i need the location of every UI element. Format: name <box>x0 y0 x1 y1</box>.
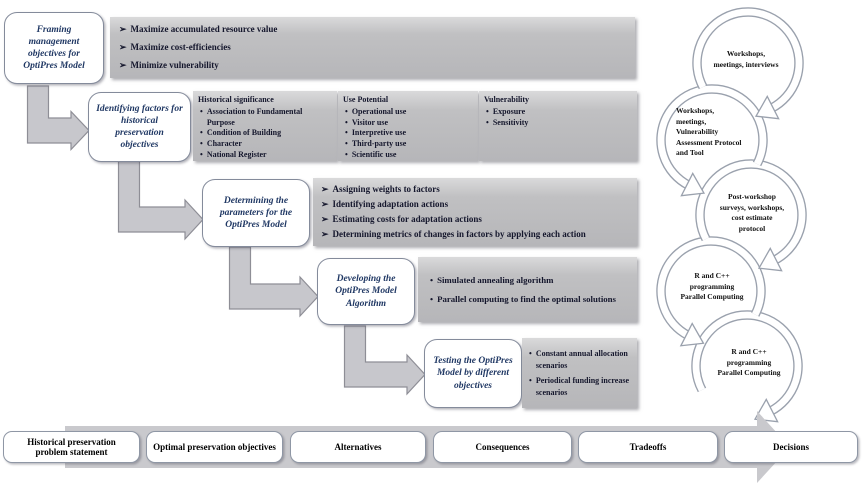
cycle-label-4 <box>664 271 760 303</box>
factor-text: Interpretive use <box>351 128 407 138</box>
factor-text: Exposure <box>492 106 526 116</box>
dot-bullet-icon: • <box>430 293 434 304</box>
factor-item <box>200 107 332 129</box>
cycle-label-line: surveys, workshops, <box>719 202 785 212</box>
factor-text: National Register <box>206 149 267 159</box>
arrow-bullet-icon: ➢ <box>321 199 329 210</box>
cycle-label-line: and Tool <box>676 148 704 157</box>
testing-text: Periodical funding increase scenarios <box>535 375 629 397</box>
cycle-label-line: meetings, <box>676 116 707 126</box>
decision-step-tradeoffs: Tradeoffs <box>578 431 718 463</box>
dot-bullet-icon: • <box>200 128 203 138</box>
dot-bullet-icon: • <box>200 149 203 159</box>
parameter-item <box>321 214 629 225</box>
algorithm-text: Simulated annealing algorithm <box>437 274 554 285</box>
factor-text: Third-party use <box>351 139 407 149</box>
parameter-text: Estimating costs for adaptation actions <box>332 214 482 225</box>
factor-item <box>345 128 473 139</box>
cycle-label-line: programming <box>726 357 772 367</box>
arrow-bullet-icon: ➢ <box>321 184 329 195</box>
factor-text: Sensitivity <box>492 117 529 127</box>
panel-testing <box>522 338 637 408</box>
elbow-arrow-3 <box>230 247 319 316</box>
testing-text: Constant annual allocation scenarios <box>535 348 628 370</box>
parameter-item <box>321 184 629 195</box>
dot-bullet-icon: • <box>345 106 348 116</box>
panel-header: Historical significance <box>198 95 274 104</box>
dot-bullet-icon: • <box>200 139 203 149</box>
dot-bullet-icon: • <box>345 117 348 127</box>
cycle-label-3 <box>706 192 798 234</box>
panel-algorithm <box>418 257 637 322</box>
elbow-arrow-1 <box>28 86 90 150</box>
flow-step-3-box: Determining the parameters for the OptiPres Model <box>202 179 310 247</box>
parameter-item <box>321 229 629 240</box>
factor-text: Character <box>206 139 242 149</box>
factor-item <box>345 139 473 150</box>
cycle-label-line: protocol <box>738 223 766 233</box>
panel-use-potential <box>338 91 478 161</box>
cycle-label-line: Parallel Computing <box>717 368 781 377</box>
algorithm-item <box>430 294 629 305</box>
testing-item <box>529 348 633 372</box>
arrow-bullet-icon: ➢ <box>321 214 329 225</box>
dot-bullet-icon: • <box>529 375 532 385</box>
elbow-arrow-2 <box>119 161 204 239</box>
objective-text: Maximize accumulated resource value <box>130 24 278 35</box>
factor-text: Visitor use <box>351 117 389 127</box>
arrow-bullet-icon: ➢ <box>119 59 127 70</box>
factor-text: Operational use <box>351 106 407 116</box>
decision-step-objectives: Optimal preservation objectives <box>146 431 283 463</box>
factor-text: Association to Fundamental Purpose <box>206 106 303 127</box>
factor-item <box>200 150 332 161</box>
factor-item <box>486 118 632 129</box>
panel-objectives <box>110 17 635 78</box>
factor-item <box>486 107 632 118</box>
arrow-bullet-icon: ➢ <box>321 229 329 240</box>
panel-parameters <box>313 178 637 246</box>
panel-header: Use Potential <box>343 95 389 104</box>
cycle-label-line: R and C++ <box>731 347 767 356</box>
flow-step-2-box: Identifying factors for historical preservation objectives <box>88 92 191 162</box>
objective-item <box>119 60 626 71</box>
flow-step-1-box: Framing management objectives for OptiPres Model <box>4 12 104 84</box>
panel-historical-significance <box>193 91 337 161</box>
factor-item <box>345 150 473 161</box>
parameter-text: Assigning weights to factors <box>332 184 440 195</box>
cycle-label-line: Vulnerability <box>676 127 719 136</box>
cycle-label-line: cost estimate <box>731 213 773 222</box>
cycle-label-line: Workshops, <box>726 49 766 58</box>
dot-bullet-icon: • <box>200 106 203 116</box>
factor-text: Condition of Building <box>206 128 282 138</box>
objective-text: Maximize cost-efficiencies <box>130 41 231 52</box>
panel-header: Vulnerability <box>484 95 530 104</box>
cycle-label-line: Assessment Protocol <box>676 137 742 147</box>
dot-bullet-icon: • <box>345 149 348 159</box>
cycle-label-line: Workshops, <box>676 106 715 115</box>
flow-step-5-box: Testing the OptiPres Model by different objectives <box>424 339 522 408</box>
factor-item <box>345 118 473 129</box>
decision-step-problem-statement: Historical preservation problem statement <box>3 431 140 463</box>
objective-item <box>119 24 626 35</box>
parameter-text: Identifying adaptation actions <box>332 199 449 210</box>
cycle-label-line: Post-workshop <box>728 192 776 201</box>
algorithm-text: Parallel computing to find the optimal solutions <box>437 293 616 304</box>
decision-step-alternatives: Alternatives <box>290 431 426 463</box>
algorithm-item <box>430 275 629 286</box>
decision-step-decisions: Decisions <box>724 431 858 463</box>
dot-bullet-icon: • <box>486 106 489 116</box>
testing-item <box>529 375 633 399</box>
flow-step-4-box: Developing the OptiPres Model Algorithm <box>317 258 415 325</box>
cycle-label-5 <box>701 347 797 379</box>
factor-item <box>200 128 332 139</box>
cycle-label-line: Parallel Computing <box>680 292 744 301</box>
arrow-bullet-icon: ➢ <box>119 24 127 35</box>
elbow-arrow-4 <box>345 326 426 394</box>
parameter-item <box>321 199 629 210</box>
cycle-label-line: R and C++ <box>694 271 730 280</box>
cycle-label-line: meetings, interviews <box>713 59 779 69</box>
cycle-label-1 <box>700 49 792 70</box>
decision-step-consequences: Consequences <box>433 431 572 463</box>
dot-bullet-icon: • <box>529 348 532 358</box>
dot-bullet-icon: • <box>345 128 348 138</box>
factor-text: Scientific use <box>351 149 397 159</box>
factor-item <box>200 139 332 150</box>
dot-bullet-icon: • <box>345 139 348 149</box>
dot-bullet-icon: • <box>486 117 489 127</box>
dot-bullet-icon: • <box>430 274 434 285</box>
panel-vulnerability <box>479 91 637 161</box>
factor-item <box>345 107 473 118</box>
cycle-label-2 <box>676 106 772 159</box>
objective-item <box>119 42 626 53</box>
parameter-text: Determining metrics of changes in factors by applying each action <box>332 229 586 240</box>
cycle-label-line: programming <box>689 281 735 291</box>
arrow-bullet-icon: ➢ <box>119 41 127 52</box>
objective-text: Minimize vulnerability <box>130 59 219 70</box>
